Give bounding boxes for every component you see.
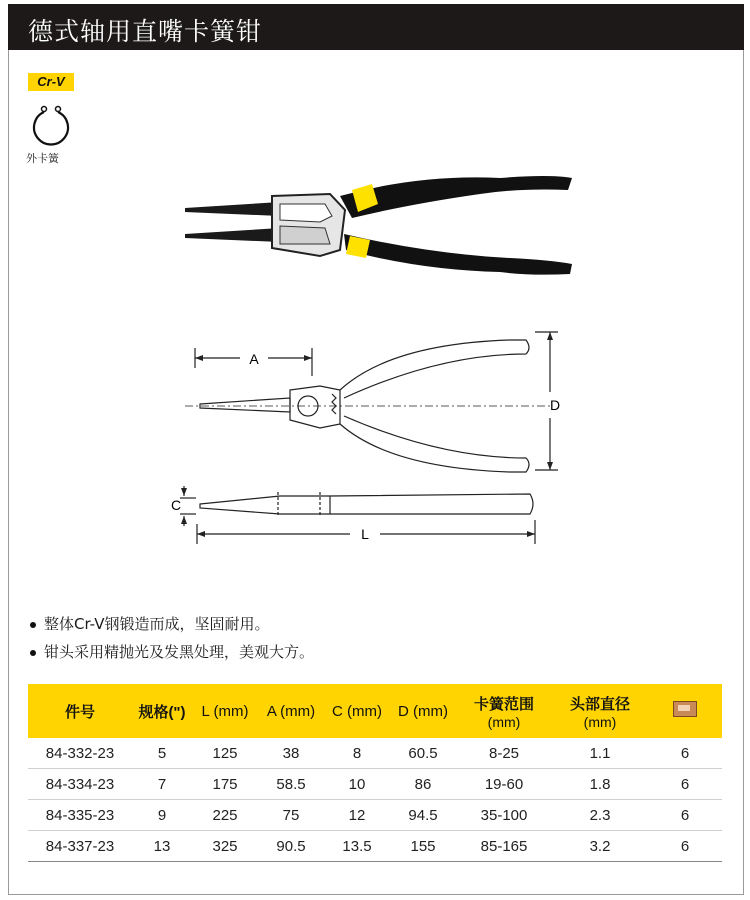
col-part-no: 件号 — [64, 703, 95, 721]
page-title: 德式轴用直嘴卡簧钳 — [28, 17, 263, 46]
col-l: L (mm) — [201, 702, 249, 720]
col-qty — [648, 684, 722, 738]
title-bar — [8, 4, 744, 50]
feature-item: 整体Cr-V钢锻造而成，坚固耐用。 — [30, 610, 710, 638]
col-a: A (mm) — [266, 702, 316, 720]
table-row: 84-332-23 5 125 38 8 60.5 8-25 1.1 6 — [28, 738, 722, 769]
spec-table — [28, 684, 722, 862]
dimension-l-label: L — [361, 526, 369, 542]
snap-ring-label: 外卡簧 — [26, 152, 59, 165]
dimension-c-label: C — [170, 497, 182, 513]
bullet-icon — [30, 650, 36, 656]
table-row: 84-334-23 7 175 58.5 10 86 19-60 1.8 6 — [28, 769, 722, 800]
material-badge: Cr-V — [28, 73, 74, 91]
col-range: 卡簧范围 (mm) — [473, 695, 534, 730]
box-icon — [673, 701, 697, 717]
table-row: 84-337-23 13 325 90.5 13.5 155 85-165 3.2 6 — [28, 831, 722, 862]
col-tip: 头部直径 (mm) — [569, 695, 630, 730]
technical-drawing — [170, 320, 561, 554]
col-spec: 规格(") — [138, 703, 186, 721]
bullet-icon — [30, 622, 36, 628]
feature-item: 钳头采用精抛光及发黑处理，美观大方。 — [30, 638, 710, 666]
table-row: 84-335-23 9 225 75 12 94.5 35-100 2.3 6 — [28, 800, 722, 831]
col-d: D (mm) — [398, 702, 448, 720]
pliers-photo — [180, 160, 580, 294]
col-c: C (mm) — [332, 702, 382, 720]
feature-list — [30, 610, 710, 666]
dimension-d-label: D — [549, 397, 561, 413]
table-header-row — [28, 684, 722, 738]
dimension-a-label: A — [249, 351, 259, 367]
